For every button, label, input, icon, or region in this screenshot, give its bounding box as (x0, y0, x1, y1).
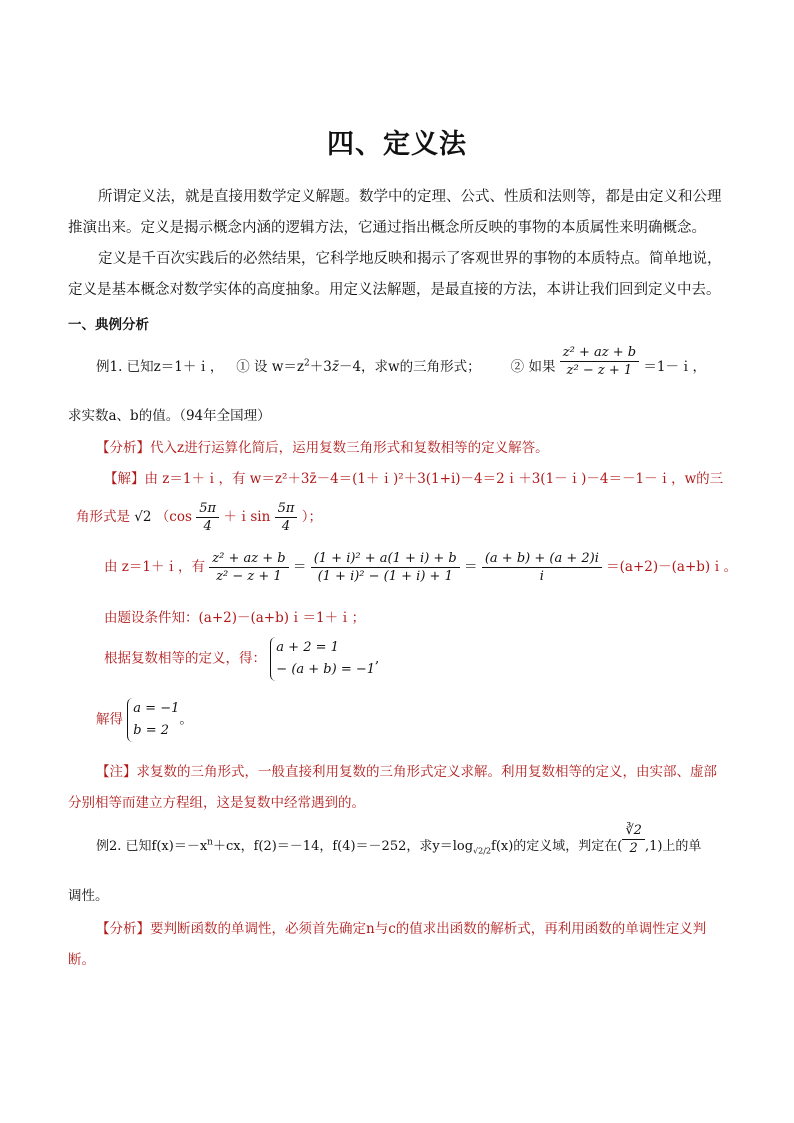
analysis-tag: 【分析】 (96, 440, 150, 456)
equation-2b: b = 2 (133, 723, 170, 738)
equation-2a: a = −1 (133, 701, 180, 716)
example2-analysis (68, 914, 728, 976)
solution-line-5: 根据复数相等的定义，得： a + 2 = 1 − (a + b) = −1 , (104, 637, 379, 681)
analysis-text-1: 要判断函数的单调性，必须首先确定n与c的值求出函数的解析式，再利用函数的单调性定义 (150, 921, 693, 937)
example1-question: 例1. 已知z＝1＋ｉ， ① 设 $w=z^2+3z̄-4$，求w的三角形式； ② 如果 $\frac{\text{z² + az + b}}{\text{z² − z + 1}}$ ＝1－ｉ， (96, 345, 706, 378)
example2-rest: ＋cx，f(2)＝－14，f(4)＝－252，求y＝log (212, 839, 474, 854)
fraction-denominator: z² − z + 1 (216, 569, 282, 584)
example1-q2: ② 如果 (510, 359, 556, 375)
section-heading: 一、典例分析 (68, 317, 149, 333)
example2-fraction (622, 822, 645, 857)
solution-tag: 【解】 (104, 471, 145, 487)
solution-5: 根据复数相等的定义，得： (104, 650, 266, 667)
equation-system-1 (270, 637, 375, 681)
equation-1b: − (a + b) = −1 (276, 662, 376, 677)
fraction-denominator: 4 (281, 519, 291, 534)
fraction-numerator: z² + az + b (560, 344, 639, 362)
note-tag: 【注】 (96, 764, 137, 780)
fraction-denominator: 2 (629, 841, 638, 856)
solution-fraction-3 (209, 550, 288, 585)
solution-line-4: 由题设条件知：(a+2)－(a+b)ｉ＝1＋ｉ； (104, 610, 366, 626)
solution-2e: ）； (301, 509, 322, 525)
example1-label: 例1. 已知z＝1＋ｉ， (96, 359, 224, 375)
intro-paragraph-1: 所谓定义法，就是直接用数学定义解题。数学中的定理、公式、性质和法则等，都是由定义和公理推演出来。定义是揭示概念内涵的逻辑方法，它通过指出概念所反映的事物的本质属性来明确概念。 (68, 189, 722, 236)
solution-fraction-4 (311, 550, 460, 585)
fraction-numerator: ∛2 (622, 822, 645, 840)
fraction-denominator: 4 (203, 519, 212, 534)
example2-sub: √2/2 (473, 846, 492, 856)
note-text-2: 部分别相等而建立方程组，这是复数中经常遇到的。 (68, 764, 717, 811)
note-paragraph (68, 757, 728, 819)
example1-q1: ① 设 w＝z (236, 359, 305, 375)
solution-2a: 角形式是 (76, 509, 130, 525)
solution-3a: 由 z＝1＋ｉ，有 (104, 559, 205, 575)
fraction-numerator: 5π (275, 500, 298, 518)
solution-fraction-1 (196, 500, 219, 535)
note-text-1: 求复数的三角形式，一般直接利用复数的三角形式定义求解。利用复数相等的定义，由实部、虚 (136, 764, 704, 780)
solution-text-1: 由 z＝1＋ｉ，有 w＝z²＋3z̄－4＝(1＋ｉ)²＋3(1+i)－4＝2ｉ＋3(1－ｉ)－4＝－1－ｉ，w的三 (144, 471, 724, 487)
solution-line-2 (76, 500, 322, 535)
example2-sup: n (207, 837, 213, 848)
fraction-denominator: i (539, 569, 544, 584)
solution-line-3: 由 z＝1＋ｉ，有 $\frac{\text{z² + az + b}}{\text{z² − z + 1}}$ ＝ $\frac{\text{(1 + i)² + a(1 + i) + b}}{\text{(1 + i)² − (1 + i) + 1}}$ ＝ $\frac{(a + b) + (a + 2)i}{i}$ ＝(a+2)－(a+b)ｉ。 (104, 551, 738, 584)
example1-q1c: －4，求w的三角形式； (338, 359, 481, 375)
solution-line-1 (104, 467, 723, 487)
example2-label: 例2. 已知f(x)＝－x (96, 839, 208, 854)
analysis-text: 代入z进行运算化简后，运用复数三角形式和复数相等的定义解答。 (150, 440, 549, 456)
analysis-text-2: 判断。 (68, 921, 707, 968)
solution-2d: ＋ｉsin (223, 509, 271, 525)
fraction-numerator: 5π (196, 500, 219, 518)
solution-fraction-5 (482, 550, 602, 585)
fraction-denominator: z² − z + 1 (566, 363, 633, 378)
example2-rest3: ,1)上的单 (644, 839, 702, 854)
example2-rest2: f(x)的定义域，判定在( (491, 839, 623, 854)
example1-analysis (96, 436, 549, 456)
fraction-denominator: (1 + i)² − (1 + i) + 1 (317, 569, 453, 584)
sqrt-icon: √2 (134, 509, 152, 525)
solution-3b: ＝(a+2)－(a+b)ｉ。 (606, 559, 738, 575)
equation-system-2 (127, 698, 179, 742)
solution-line-6: 解得 a = −1 b = 2 。 (96, 698, 193, 742)
example1-fraction (560, 344, 639, 379)
example2-question (96, 823, 702, 857)
solution-6: 解得 (96, 711, 123, 728)
fraction-numerator: (1 + i)² + a(1 + i) + b (311, 550, 460, 568)
intro-paragraph-2: 定义是千百次实践后的必然结果，它科学地反映和揭示了客观世界的事物的本质特点。简单地说，定义是基本概念对数学实体的高度抽象。用定义法解题，是最直接的方法，本讲让我们回到定义中去。 (68, 251, 722, 298)
example1-line2: 求实数a、b的值。（94年全国理） (68, 408, 271, 424)
fraction-numerator: (a + b) + (a + 2)i (482, 550, 602, 568)
analysis-tag: 【分析】 (96, 921, 150, 937)
equation-1a: a + 2 = 1 (276, 640, 339, 655)
example2-line2: 调性。 (68, 888, 109, 904)
solution-2c: （cos (155, 509, 192, 525)
fraction-numerator: z² + az + b (209, 550, 288, 568)
page-title: 四、定义法 (327, 129, 467, 160)
solution-fraction-2 (275, 500, 298, 535)
example1-q2-rhs: ＝1－ｉ， (643, 359, 706, 375)
example1-q1b: ＋3 (309, 359, 332, 375)
